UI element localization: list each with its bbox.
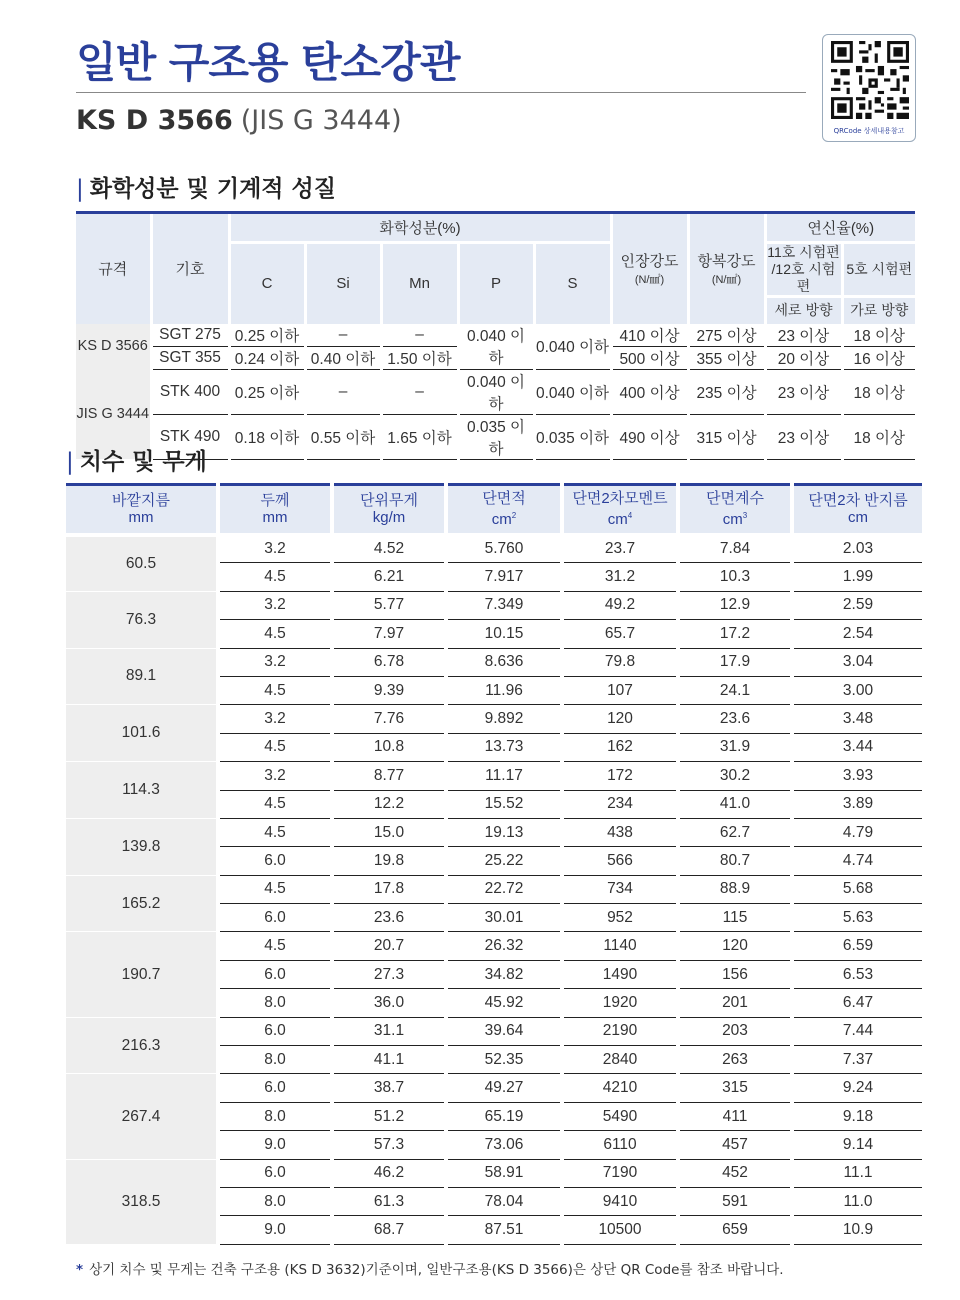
header-spec5: 5호 시험편 xyxy=(842,243,915,297)
cell-moment-of-inertia: 1140 xyxy=(562,932,678,960)
header-unit: mm xyxy=(128,509,154,527)
cell-unit-weight: 46.2 xyxy=(332,1159,446,1187)
cell-radius-of-gyration: 9.18 xyxy=(792,1102,922,1130)
cell-tensile: 410 이상 xyxy=(611,324,688,347)
cell-p: 0.035 이하 xyxy=(458,414,534,459)
cell-section-area: 22.72 xyxy=(446,875,562,903)
cell-section-area: 10.15 xyxy=(446,620,562,648)
cell-section-modulus: 31.9 xyxy=(678,733,792,761)
cell-unit-weight: 36.0 xyxy=(332,989,446,1017)
cell-s: 0.040 이하 xyxy=(534,369,611,414)
cell-mn: 1.50 이하 xyxy=(381,346,458,369)
table-row xyxy=(66,705,922,733)
cell-unit-weight: 57.3 xyxy=(332,1131,446,1159)
header-label: 단면적 xyxy=(482,490,526,508)
cell-radius-of-gyration: 10.9 xyxy=(792,1216,922,1244)
cell-radius-of-gyration: 3.00 xyxy=(792,676,922,704)
cell-p-shared: 0.040 이하 xyxy=(458,324,534,370)
cell-section-area: 49.27 xyxy=(446,1074,562,1102)
cell-radius-of-gyration: 2.03 xyxy=(792,535,922,563)
cell-radius-of-gyration: 11.1 xyxy=(792,1159,922,1187)
cell-long: 23 이상 xyxy=(765,414,842,459)
cell-section-modulus: 12.9 xyxy=(678,591,792,619)
cell-section-area: 25.22 xyxy=(446,847,562,875)
cell-tensile: 500 이상 xyxy=(611,346,688,369)
header-unit-weight xyxy=(332,485,446,535)
cell-thickness: 3.2 xyxy=(218,705,332,733)
cell-section-area: 11.17 xyxy=(446,762,562,790)
cell-thickness: 4.5 xyxy=(218,932,332,960)
standard-main: KS D 3566 xyxy=(76,105,233,136)
cell-c: 0.25 이하 xyxy=(229,324,305,347)
cell-section-area: 9.892 xyxy=(446,705,562,733)
cell-moment-of-inertia: 2840 xyxy=(562,1046,678,1074)
cell-section-modulus: 30.2 xyxy=(678,762,792,790)
header-label: 단면2차모멘트 xyxy=(572,490,668,508)
cell-radius-of-gyration: 3.48 xyxy=(792,705,922,733)
header-symbol: 기호 xyxy=(151,213,229,324)
cell-section-area: 34.82 xyxy=(446,960,562,988)
cell-section-modulus: 457 xyxy=(678,1131,792,1159)
cell-unit-weight: 9.39 xyxy=(332,676,446,704)
cell-outer-diameter: 60.5 xyxy=(66,535,218,592)
cell-s: 0.035 이하 xyxy=(534,414,611,459)
cell-outer-diameter: 190.7 xyxy=(66,932,218,1017)
cell-unit-weight: 5.77 xyxy=(332,591,446,619)
table-row xyxy=(76,324,915,347)
cell-section-modulus: 315 xyxy=(678,1074,792,1102)
section-chem-heading xyxy=(76,170,336,203)
header-tensile-label: 인장강도 xyxy=(620,253,679,271)
header-unit-exponent: 4 xyxy=(627,511,633,521)
cell-moment-of-inertia: 1490 xyxy=(562,960,678,988)
header-p: P xyxy=(458,243,534,324)
cell-radius-of-gyration: 7.37 xyxy=(792,1046,922,1074)
cell-section-modulus: 41.0 xyxy=(678,790,792,818)
cell-outer-diameter: 165.2 xyxy=(66,875,218,932)
cell-radius-of-gyration: 5.63 xyxy=(792,904,922,932)
cell-section-area: 11.96 xyxy=(446,676,562,704)
cell-yield: 275 이상 xyxy=(688,324,765,347)
table-row xyxy=(66,535,922,563)
cell-unit-weight: 4.52 xyxy=(332,535,446,563)
cell-mn: – xyxy=(381,369,458,414)
cell-radius-of-gyration: 11.0 xyxy=(792,1187,922,1215)
cell-section-area: 26.32 xyxy=(446,932,562,960)
cell-moment-of-inertia: 65.7 xyxy=(562,620,678,648)
cell-thickness: 6.0 xyxy=(218,1017,332,1045)
section-dimensions-title: 치수 및 무게 xyxy=(79,449,207,475)
header-label: 바깥지름 xyxy=(112,492,170,510)
dimensions-weight-table xyxy=(66,483,922,1245)
cell-radius-of-gyration: 6.53 xyxy=(792,960,922,988)
cell-unit-weight: 17.8 xyxy=(332,875,446,903)
section-bar: | xyxy=(76,176,84,202)
cell-yield: 355 이상 xyxy=(688,346,765,369)
cell-moment-of-inertia: 7190 xyxy=(562,1159,678,1187)
footnote-mark: * xyxy=(76,1262,84,1278)
cell-section-modulus: 452 xyxy=(678,1159,792,1187)
cell-outer-diameter: 139.8 xyxy=(66,818,218,875)
table-row xyxy=(66,1074,922,1102)
cell-section-area: 19.13 xyxy=(446,818,562,846)
cell-unit-weight: 41.1 xyxy=(332,1046,446,1074)
header-label: 단위무게 xyxy=(360,492,418,510)
cell-moment-of-inertia: 5490 xyxy=(562,1102,678,1130)
cell-thickness: 8.0 xyxy=(218,989,332,1017)
cell-moment-of-inertia: 31.2 xyxy=(562,563,678,591)
cell-outer-diameter: 101.6 xyxy=(66,705,218,762)
cell-thickness: 8.0 xyxy=(218,1102,332,1130)
cell-moment-of-inertia: 2190 xyxy=(562,1017,678,1045)
header-unit: cm xyxy=(491,511,512,529)
header-thickness xyxy=(218,485,332,535)
cell-thickness: 4.5 xyxy=(218,563,332,591)
cell-yield: 315 이상 xyxy=(688,414,765,459)
cell-radius-of-gyration: 6.59 xyxy=(792,932,922,960)
cell-radius-of-gyration: 3.44 xyxy=(792,733,922,761)
cell-moment-of-inertia: 6110 xyxy=(562,1131,678,1159)
cell-unit-weight: 19.8 xyxy=(332,847,446,875)
table-row xyxy=(66,818,922,846)
cell-tensile: 400 이상 xyxy=(611,369,688,414)
cell-p: 0.040 이하 xyxy=(458,369,534,414)
cell-unit-weight: 12.2 xyxy=(332,790,446,818)
standard-code xyxy=(76,105,402,136)
cell-thickness: 4.5 xyxy=(218,620,332,648)
cell-radius-of-gyration: 4.79 xyxy=(792,818,922,846)
header-unit-exponent: 2 xyxy=(511,511,517,521)
cell-unit-weight: 15.0 xyxy=(332,818,446,846)
cell-symbol: STK 400 xyxy=(151,369,229,414)
cell-mn: 1.65 이하 xyxy=(381,414,458,459)
cell-section-modulus: 17.9 xyxy=(678,648,792,676)
table-row xyxy=(66,932,922,960)
header-yield-unit: (N/㎟) xyxy=(711,274,742,287)
header-unit: mm xyxy=(262,509,288,527)
cell-moment-of-inertia: 162 xyxy=(562,733,678,761)
table-row xyxy=(66,1017,922,1045)
cell-thickness: 9.0 xyxy=(218,1131,332,1159)
cell-section-modulus: 411 xyxy=(678,1102,792,1130)
cell-section-area: 45.92 xyxy=(446,989,562,1017)
cell-section-modulus: 23.6 xyxy=(678,705,792,733)
cell-moment-of-inertia: 172 xyxy=(562,762,678,790)
header-unit: cm xyxy=(607,511,628,529)
std-jis: JIS G 3444 xyxy=(76,369,151,459)
header-chem: 화학성분(%) xyxy=(229,213,611,243)
cell-thickness: 4.5 xyxy=(218,676,332,704)
cell-radius-of-gyration: 3.04 xyxy=(792,648,922,676)
footnote-text: 상기 치수 및 무게는 건축 구조용 (KS D 3632)기준이며, 일반구조용(KS D 3566)은 상단 QR Code를 참조 바랍니다. xyxy=(89,1262,784,1278)
table-row xyxy=(66,762,922,790)
section-chem-title: 화학성분 및 기계적 성질 xyxy=(89,176,336,202)
cell-mn: – xyxy=(381,324,458,347)
cell-unit-weight: 7.76 xyxy=(332,705,446,733)
table-row xyxy=(66,875,922,903)
cell-thickness: 8.0 xyxy=(218,1187,332,1215)
header-yield xyxy=(688,213,765,324)
cell-thickness: 9.0 xyxy=(218,1216,332,1244)
header-unit: kg/m xyxy=(372,509,406,527)
cell-section-modulus: 156 xyxy=(678,960,792,988)
cell-unit-weight: 27.3 xyxy=(332,960,446,988)
cell-outer-diameter: 318.5 xyxy=(66,1159,218,1244)
cell-moment-of-inertia: 1920 xyxy=(562,989,678,1017)
cell-section-area: 65.19 xyxy=(446,1102,562,1130)
cell-radius-of-gyration: 4.74 xyxy=(792,847,922,875)
cell-thickness: 4.5 xyxy=(218,733,332,761)
cell-moment-of-inertia: 10500 xyxy=(562,1216,678,1244)
cell-radius-of-gyration: 9.24 xyxy=(792,1074,922,1102)
header-transverse: 가로 방향 xyxy=(842,297,915,324)
cell-moment-of-inertia: 107 xyxy=(562,676,678,704)
cell-outer-diameter: 76.3 xyxy=(66,591,218,648)
header-radius-of-gyration xyxy=(792,485,922,535)
standard-paren: (JIS G 3444) xyxy=(240,105,402,136)
cell-radius-of-gyration: 9.14 xyxy=(792,1131,922,1159)
cell-c: 0.18 이하 xyxy=(229,414,305,459)
header-std: 규격 xyxy=(76,213,151,324)
cell-moment-of-inertia: 4210 xyxy=(562,1074,678,1102)
cell-radius-of-gyration: 2.54 xyxy=(792,620,922,648)
cell-unit-weight: 6.78 xyxy=(332,648,446,676)
cell-section-modulus: 62.7 xyxy=(678,818,792,846)
cell-section-area: 78.04 xyxy=(446,1187,562,1215)
cell-section-modulus: 120 xyxy=(678,932,792,960)
chemical-mechanical-table xyxy=(76,211,915,460)
cell-long: 23 이상 xyxy=(765,324,842,347)
cell-thickness: 4.5 xyxy=(218,818,332,846)
qr-code[interactable] xyxy=(822,34,916,142)
cell-section-modulus: 24.1 xyxy=(678,676,792,704)
header-yield-label: 항복강도 xyxy=(697,253,756,271)
cell-unit-weight: 68.7 xyxy=(332,1216,446,1244)
header-s: S xyxy=(534,243,611,324)
cell-thickness: 4.5 xyxy=(218,875,332,903)
cell-section-modulus: 7.84 xyxy=(678,535,792,563)
cell-section-area: 8.636 xyxy=(446,648,562,676)
cell-si: 0.55 이하 xyxy=(305,414,381,459)
cell-tensile: 490 이상 xyxy=(611,414,688,459)
cell-radius-of-gyration: 3.93 xyxy=(792,762,922,790)
header-elongation: 연신율(%) xyxy=(765,213,915,243)
section-bar: | xyxy=(66,449,74,475)
cell-moment-of-inertia: 438 xyxy=(562,818,678,846)
cell-moment-of-inertia: 23.7 xyxy=(562,535,678,563)
cell-symbol: SGT 275 xyxy=(151,324,229,347)
header-unit: cm xyxy=(722,511,743,529)
cell-outer-diameter: 89.1 xyxy=(66,648,218,705)
cell-section-area: 87.51 xyxy=(446,1216,562,1244)
header-unit-exponent: 3 xyxy=(742,511,748,521)
cell-moment-of-inertia: 566 xyxy=(562,847,678,875)
cell-unit-weight: 23.6 xyxy=(332,904,446,932)
header-label: 단면계수 xyxy=(706,490,764,508)
cell-radius-of-gyration: 7.44 xyxy=(792,1017,922,1045)
cell-unit-weight: 51.2 xyxy=(332,1102,446,1130)
cell-thickness: 6.0 xyxy=(218,1074,332,1102)
cell-section-area: 7.349 xyxy=(446,591,562,619)
cell-thickness: 8.0 xyxy=(218,1046,332,1074)
cell-unit-weight: 20.7 xyxy=(332,932,446,960)
cell-section-modulus: 659 xyxy=(678,1216,792,1244)
cell-si: – xyxy=(305,369,381,414)
cell-radius-of-gyration: 2.59 xyxy=(792,591,922,619)
cell-section-area: 30.01 xyxy=(446,904,562,932)
cell-long: 20 이상 xyxy=(765,346,842,369)
header-tensile xyxy=(611,213,688,324)
cell-section-area: 15.52 xyxy=(446,790,562,818)
cell-c: 0.24 이하 xyxy=(229,346,305,369)
cell-moment-of-inertia: 234 xyxy=(562,790,678,818)
cell-thickness: 6.0 xyxy=(218,847,332,875)
header-spec11-b: /12호 시험편 xyxy=(771,261,836,294)
cell-trans: 18 이상 xyxy=(842,369,915,414)
cell-thickness: 6.0 xyxy=(218,960,332,988)
cell-outer-diameter: 267.4 xyxy=(66,1074,218,1159)
cell-section-area: 58.91 xyxy=(446,1159,562,1187)
cell-radius-of-gyration: 1.99 xyxy=(792,563,922,591)
cell-unit-weight: 6.21 xyxy=(332,563,446,591)
header-label: 단면2차 반지름 xyxy=(808,492,908,510)
cell-unit-weight: 38.7 xyxy=(332,1074,446,1102)
cell-section-modulus: 203 xyxy=(678,1017,792,1045)
cell-moment-of-inertia: 120 xyxy=(562,705,678,733)
cell-thickness: 6.0 xyxy=(218,1159,332,1187)
cell-moment-of-inertia: 49.2 xyxy=(562,591,678,619)
cell-moment-of-inertia: 79.8 xyxy=(562,648,678,676)
cell-si: 0.40 이하 xyxy=(305,346,381,369)
cell-si: – xyxy=(305,324,381,347)
cell-section-modulus: 17.2 xyxy=(678,620,792,648)
footnote xyxy=(76,1258,784,1278)
cell-thickness: 3.2 xyxy=(218,535,332,563)
cell-trans: 18 이상 xyxy=(842,414,915,459)
header-section-area xyxy=(446,485,562,535)
cell-moment-of-inertia: 734 xyxy=(562,875,678,903)
cell-c: 0.25 이하 xyxy=(229,369,305,414)
cell-thickness: 4.5 xyxy=(218,790,332,818)
cell-outer-diameter: 216.3 xyxy=(66,1017,218,1074)
cell-symbol: STK 490 xyxy=(151,414,229,459)
page-title: 일반 구조용 탄소강관 xyxy=(76,38,460,87)
header-outer-diameter xyxy=(66,485,218,535)
cell-section-area: 39.64 xyxy=(446,1017,562,1045)
header-mn: Mn xyxy=(381,243,458,324)
cell-symbol: SGT 355 xyxy=(151,346,229,369)
table-row xyxy=(66,648,922,676)
std-ks: KS D 3566 xyxy=(76,324,151,370)
cell-radius-of-gyration: 6.47 xyxy=(792,989,922,1017)
title-divider xyxy=(76,92,806,93)
cell-section-modulus: 115 xyxy=(678,904,792,932)
cell-moment-of-inertia: 952 xyxy=(562,904,678,932)
header-spec11-a: 11호 시험편 xyxy=(767,244,840,260)
cell-section-modulus: 10.3 xyxy=(678,563,792,591)
cell-thickness: 3.2 xyxy=(218,648,332,676)
cell-unit-weight: 7.97 xyxy=(332,620,446,648)
cell-trans: 16 이상 xyxy=(842,346,915,369)
header-c: C xyxy=(229,243,305,324)
cell-radius-of-gyration: 3.89 xyxy=(792,790,922,818)
header-unit: cm xyxy=(848,509,868,527)
cell-section-modulus: 591 xyxy=(678,1187,792,1215)
cell-thickness: 6.0 xyxy=(218,904,332,932)
cell-unit-weight: 31.1 xyxy=(332,1017,446,1045)
cell-section-modulus: 201 xyxy=(678,989,792,1017)
cell-section-area: 7.917 xyxy=(446,563,562,591)
cell-trans: 18 이상 xyxy=(842,324,915,347)
header-tensile-unit: (N/㎟) xyxy=(634,274,665,287)
cell-thickness: 3.2 xyxy=(218,591,332,619)
qr-caption: QRCode 상세내용참고 xyxy=(833,127,905,135)
cell-outer-diameter: 114.3 xyxy=(66,762,218,819)
cell-long: 23 이상 xyxy=(765,369,842,414)
header-moment-of-inertia xyxy=(562,485,678,535)
header-label: 두께 xyxy=(260,492,290,510)
cell-radius-of-gyration: 5.68 xyxy=(792,875,922,903)
cell-section-modulus: 263 xyxy=(678,1046,792,1074)
cell-s-shared: 0.040 이하 xyxy=(534,324,611,370)
cell-unit-weight: 61.3 xyxy=(332,1187,446,1215)
cell-section-area: 13.73 xyxy=(446,733,562,761)
header-spec11 xyxy=(765,243,842,297)
cell-unit-weight: 10.8 xyxy=(332,733,446,761)
cell-section-modulus: 88.9 xyxy=(678,875,792,903)
cell-moment-of-inertia: 9410 xyxy=(562,1187,678,1215)
cell-section-area: 73.06 xyxy=(446,1131,562,1159)
cell-section-area: 5.760 xyxy=(446,535,562,563)
table-row xyxy=(66,591,922,619)
table-row xyxy=(76,369,915,414)
cell-unit-weight: 8.77 xyxy=(332,762,446,790)
header-section-modulus xyxy=(678,485,792,535)
table-row xyxy=(66,1159,922,1187)
header-longitudinal: 세로 방향 xyxy=(765,297,842,324)
cell-thickness: 3.2 xyxy=(218,762,332,790)
section-dimensions-heading xyxy=(66,443,207,476)
cell-section-area: 52.35 xyxy=(446,1046,562,1074)
cell-section-modulus: 80.7 xyxy=(678,847,792,875)
header-si: Si xyxy=(305,243,381,324)
qr-code-icon xyxy=(831,41,909,119)
cell-yield: 235 이상 xyxy=(688,369,765,414)
